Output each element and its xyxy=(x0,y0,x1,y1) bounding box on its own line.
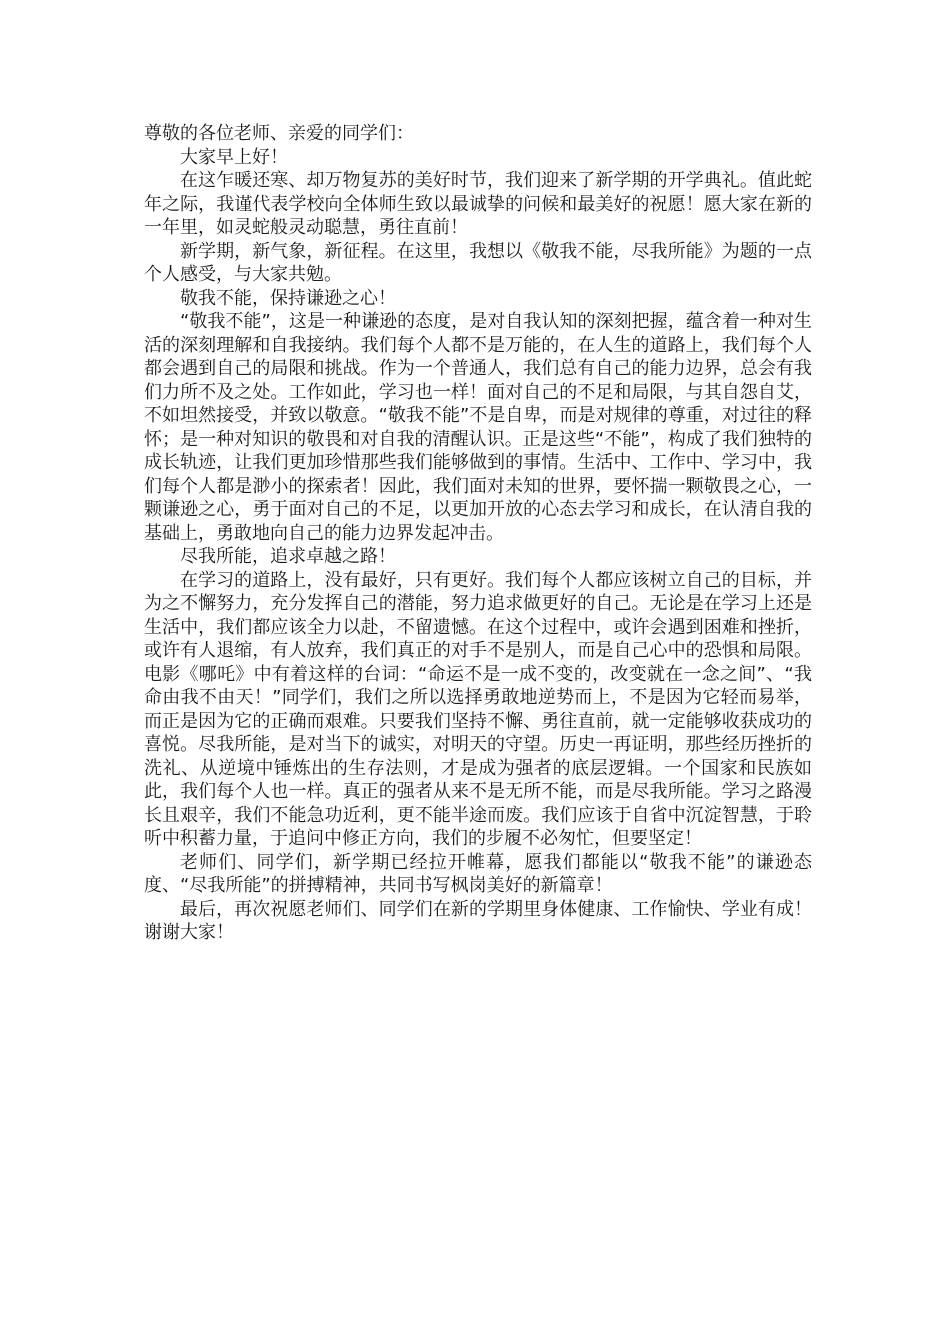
humility-paragraph: “敬我不能”，这是一种谦逊的态度，是对自我认知的深刻把握，蕴含着一种对生活的深刻理解和自我接纳。我们每个人都不是万能的，在人生的道路上，我们每个人都会遇到自己的局限和挑战。作为一个普通人，我们总有自己的能力边界，总会有我们力所不及之处。工作如此，学习也一样！面对自己的不足和局限，与其自怨自艾，不如坦然接受，并致以敬意。“敬我不能”不是自卑，而是对规律的尊重，对过往的释怀；是一种对知识的敬畏和对自我的清醒认识。正是这些“不能”，构成了我们独特的成长轨迹，让我们更加珍惜那些我们能够做到的事情。生活中、工作中、学习中，我们每个人都是渺小的探索者！因此，我们面对未知的世界，要怀揣一颗敬畏之心，一颗谦逊之心，勇于面对自己的不足，以更加开放的心态去学习和成长，在认清自我的基础上，勇敢地向自己的能力边界发起冲击。 xyxy=(144,311,812,544)
theme-paragraph: 新学期，新气象，新征程。在这里，我想以《敬我不能，尽我所能》为题的一点个人感受，与大家共勉。 xyxy=(144,240,812,285)
excellence-paragraph: 在学习的道路上，没有最好，只有更好。我们每个人都应该树立自己的目标，并为之不懈努力，充分发挥自己的潜能，努力追求做更好的自己。无论是在学习上还是生活中，我们都应该全力以赴，不留遗憾。在这个过程中，或许会遇到困难和挫折，或许有人退缩，有人放弃，我们真正的对手不是别人，而是自己心中的恐惧和局限。电影《哪吒》中有着这样的台词：“命运不是一成不变的，改变就在一念之间”、“我命由我不由天！”同学们，我们之所以选择勇敢地逆势而上，不是因为它轻而易举，而正是因为它的正确而艰难。只要我们坚持不懈、勇往直前，就一定能够收获成功的喜悦。尽我所能，是对当下的诚实，对明天的守望。历史一再证明，那些经历挫折的洗礼、从逆境中锤炼出的生存法则，才是成为强者的底层逻辑。一个国家和民族如此，我们每个人也一样。真正的强者从来不是无所不能，而是尽我所能。学习之路漫长且艰辛，我们不能急功近利，更不能半途而废。我们应该于自省中沉淀智慧，于聆听中积蓄力量，于追问中修正方向，我们的步履不必匆忙，但要坚定！ xyxy=(144,569,812,849)
salutation: 尊敬的各位老师、亲爱的同学们： xyxy=(144,123,414,144)
opening-paragraph: 在这乍暖还寒、却万物复苏的美好时节，我们迎来了新学期的开学典礼。值此蛇年之际，我谨代表学校向全体师生致以最诚挚的问候和最美好的祝愿！愿大家在新的一年里，如灵蛇般灵动聪慧，勇往直前！ xyxy=(144,170,812,238)
section-heading-humility: 敬我不能，保持谦逊之心！ xyxy=(180,287,396,309)
section-heading-excellence: 尽我所能，追求卓越之路！ xyxy=(180,546,396,567)
call-to-action-paragraph: 老师们、同学们，新学期已经拉开帷幕，愿我们都能以“敬我不能”的谦逊态度、“尽我所能”的拼搏精神，共同书写枫岗美好的新篇章！ xyxy=(144,851,812,896)
speech-body xyxy=(144,122,812,945)
greeting-paragraph: 大家早上好！ xyxy=(180,146,288,168)
closing-paragraph: 最后，再次祝愿老师们、同学们在新的学期里身体健康、工作愉快、学业有成！谢谢大家！ xyxy=(144,898,812,943)
